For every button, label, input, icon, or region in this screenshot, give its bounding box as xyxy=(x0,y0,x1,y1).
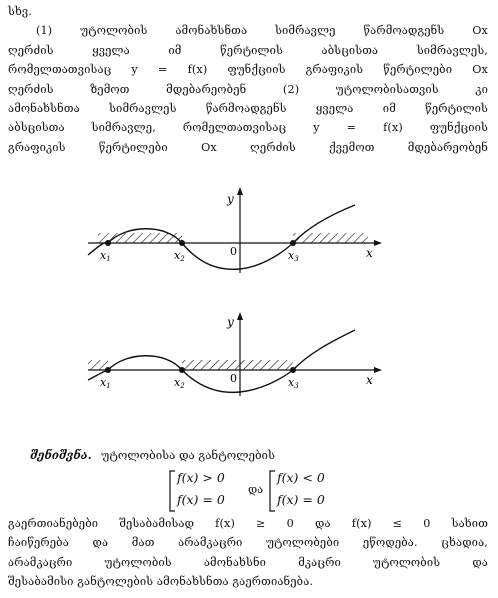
root-point xyxy=(105,240,111,246)
root-point xyxy=(290,367,296,373)
y-axis-arrow xyxy=(237,312,243,320)
x1-label: x1 xyxy=(100,249,111,263)
root-point xyxy=(105,367,111,373)
bracket-left xyxy=(168,470,176,512)
x-axis-label: x xyxy=(366,373,373,387)
hatch-region xyxy=(98,233,182,243)
text-line: ჩაიწერება და მათ არამკაცრი უტოლობები ეწოდება. ცხადია, xyxy=(8,536,488,550)
text-line: შესაბამისი განტოლების ამონახსნთა გაერთიანება. xyxy=(8,575,314,589)
text-line: სხვ. xyxy=(8,5,33,18)
bracket-right xyxy=(268,470,276,512)
paragraph-top xyxy=(8,2,488,157)
system-right-line: f(x) < 0 xyxy=(277,470,325,485)
hatch-region xyxy=(88,360,108,370)
text-line: არამკაცრი უტოლობის ამონახსნი მკაცრი უტოლობის და xyxy=(8,555,488,569)
hatch-region xyxy=(293,233,368,243)
note-heading xyxy=(30,448,275,462)
text-line: რომელთათვისაც y = f(x) ფუნქციის გრაფიკის წერტილები Ox xyxy=(8,63,488,77)
y-axis-label: y xyxy=(227,192,234,206)
note-intro: უტოლობისა და განტოლების xyxy=(101,448,275,462)
text-line: ამონახსნთა სიმრავლეს წარმოადგენს ყველა იმ წერტილის xyxy=(8,102,488,116)
text-line: (1) უტოლობის ამონახსნთა სიმრავლე წარმოადგენს Ox xyxy=(36,24,488,38)
system-connector: და xyxy=(248,483,264,496)
y-axis-arrow xyxy=(237,187,243,195)
x-axis-arrow xyxy=(374,240,382,246)
text-line: აბსცისთა სიმრავლე, რომელთათვისაც y = f(x) ფუნქციის xyxy=(8,121,488,135)
x1-label: x1 xyxy=(100,376,111,390)
system-left-line: f(x) = 0 xyxy=(177,492,225,507)
x-axis-arrow xyxy=(374,367,382,373)
text-line: ღერძის ზემოთ მდებარეობენ (2) უტოლობისათვის კი xyxy=(8,82,488,96)
x-axis-label: x xyxy=(366,246,373,260)
root-point xyxy=(179,240,185,246)
y-axis-label: y xyxy=(227,315,234,329)
graph-positive-region xyxy=(80,185,390,285)
origin-label: 0 xyxy=(230,245,237,258)
system-right-line: f(x) = 0 xyxy=(277,492,325,507)
x2-label: x2 xyxy=(174,376,185,390)
system-left-line: f(x) > 0 xyxy=(177,470,225,485)
text-line: ღერძის ყველა იმ წერტილის აბსცისთა სიმრავლეს, xyxy=(8,43,488,57)
text-line: გრაფიკის წერტილები Ox ღერძის ქვემოთ მდებარეობენ xyxy=(8,140,488,154)
x2-label: x2 xyxy=(174,249,185,263)
hatch-region xyxy=(182,360,293,370)
root-point xyxy=(290,240,296,246)
root-point xyxy=(179,367,185,373)
x3-label: x3 xyxy=(288,249,299,263)
paragraph-note xyxy=(8,514,488,592)
note-title: შენიშვნა. xyxy=(30,448,92,462)
graph-negative-region xyxy=(80,312,390,402)
text-line: გაერთიანებები შესაბამისად f(x) ≥ 0 და f(x) ≤ 0 სახით xyxy=(8,517,488,530)
x3-label: x3 xyxy=(288,376,299,390)
origin-label: 0 xyxy=(230,372,237,385)
